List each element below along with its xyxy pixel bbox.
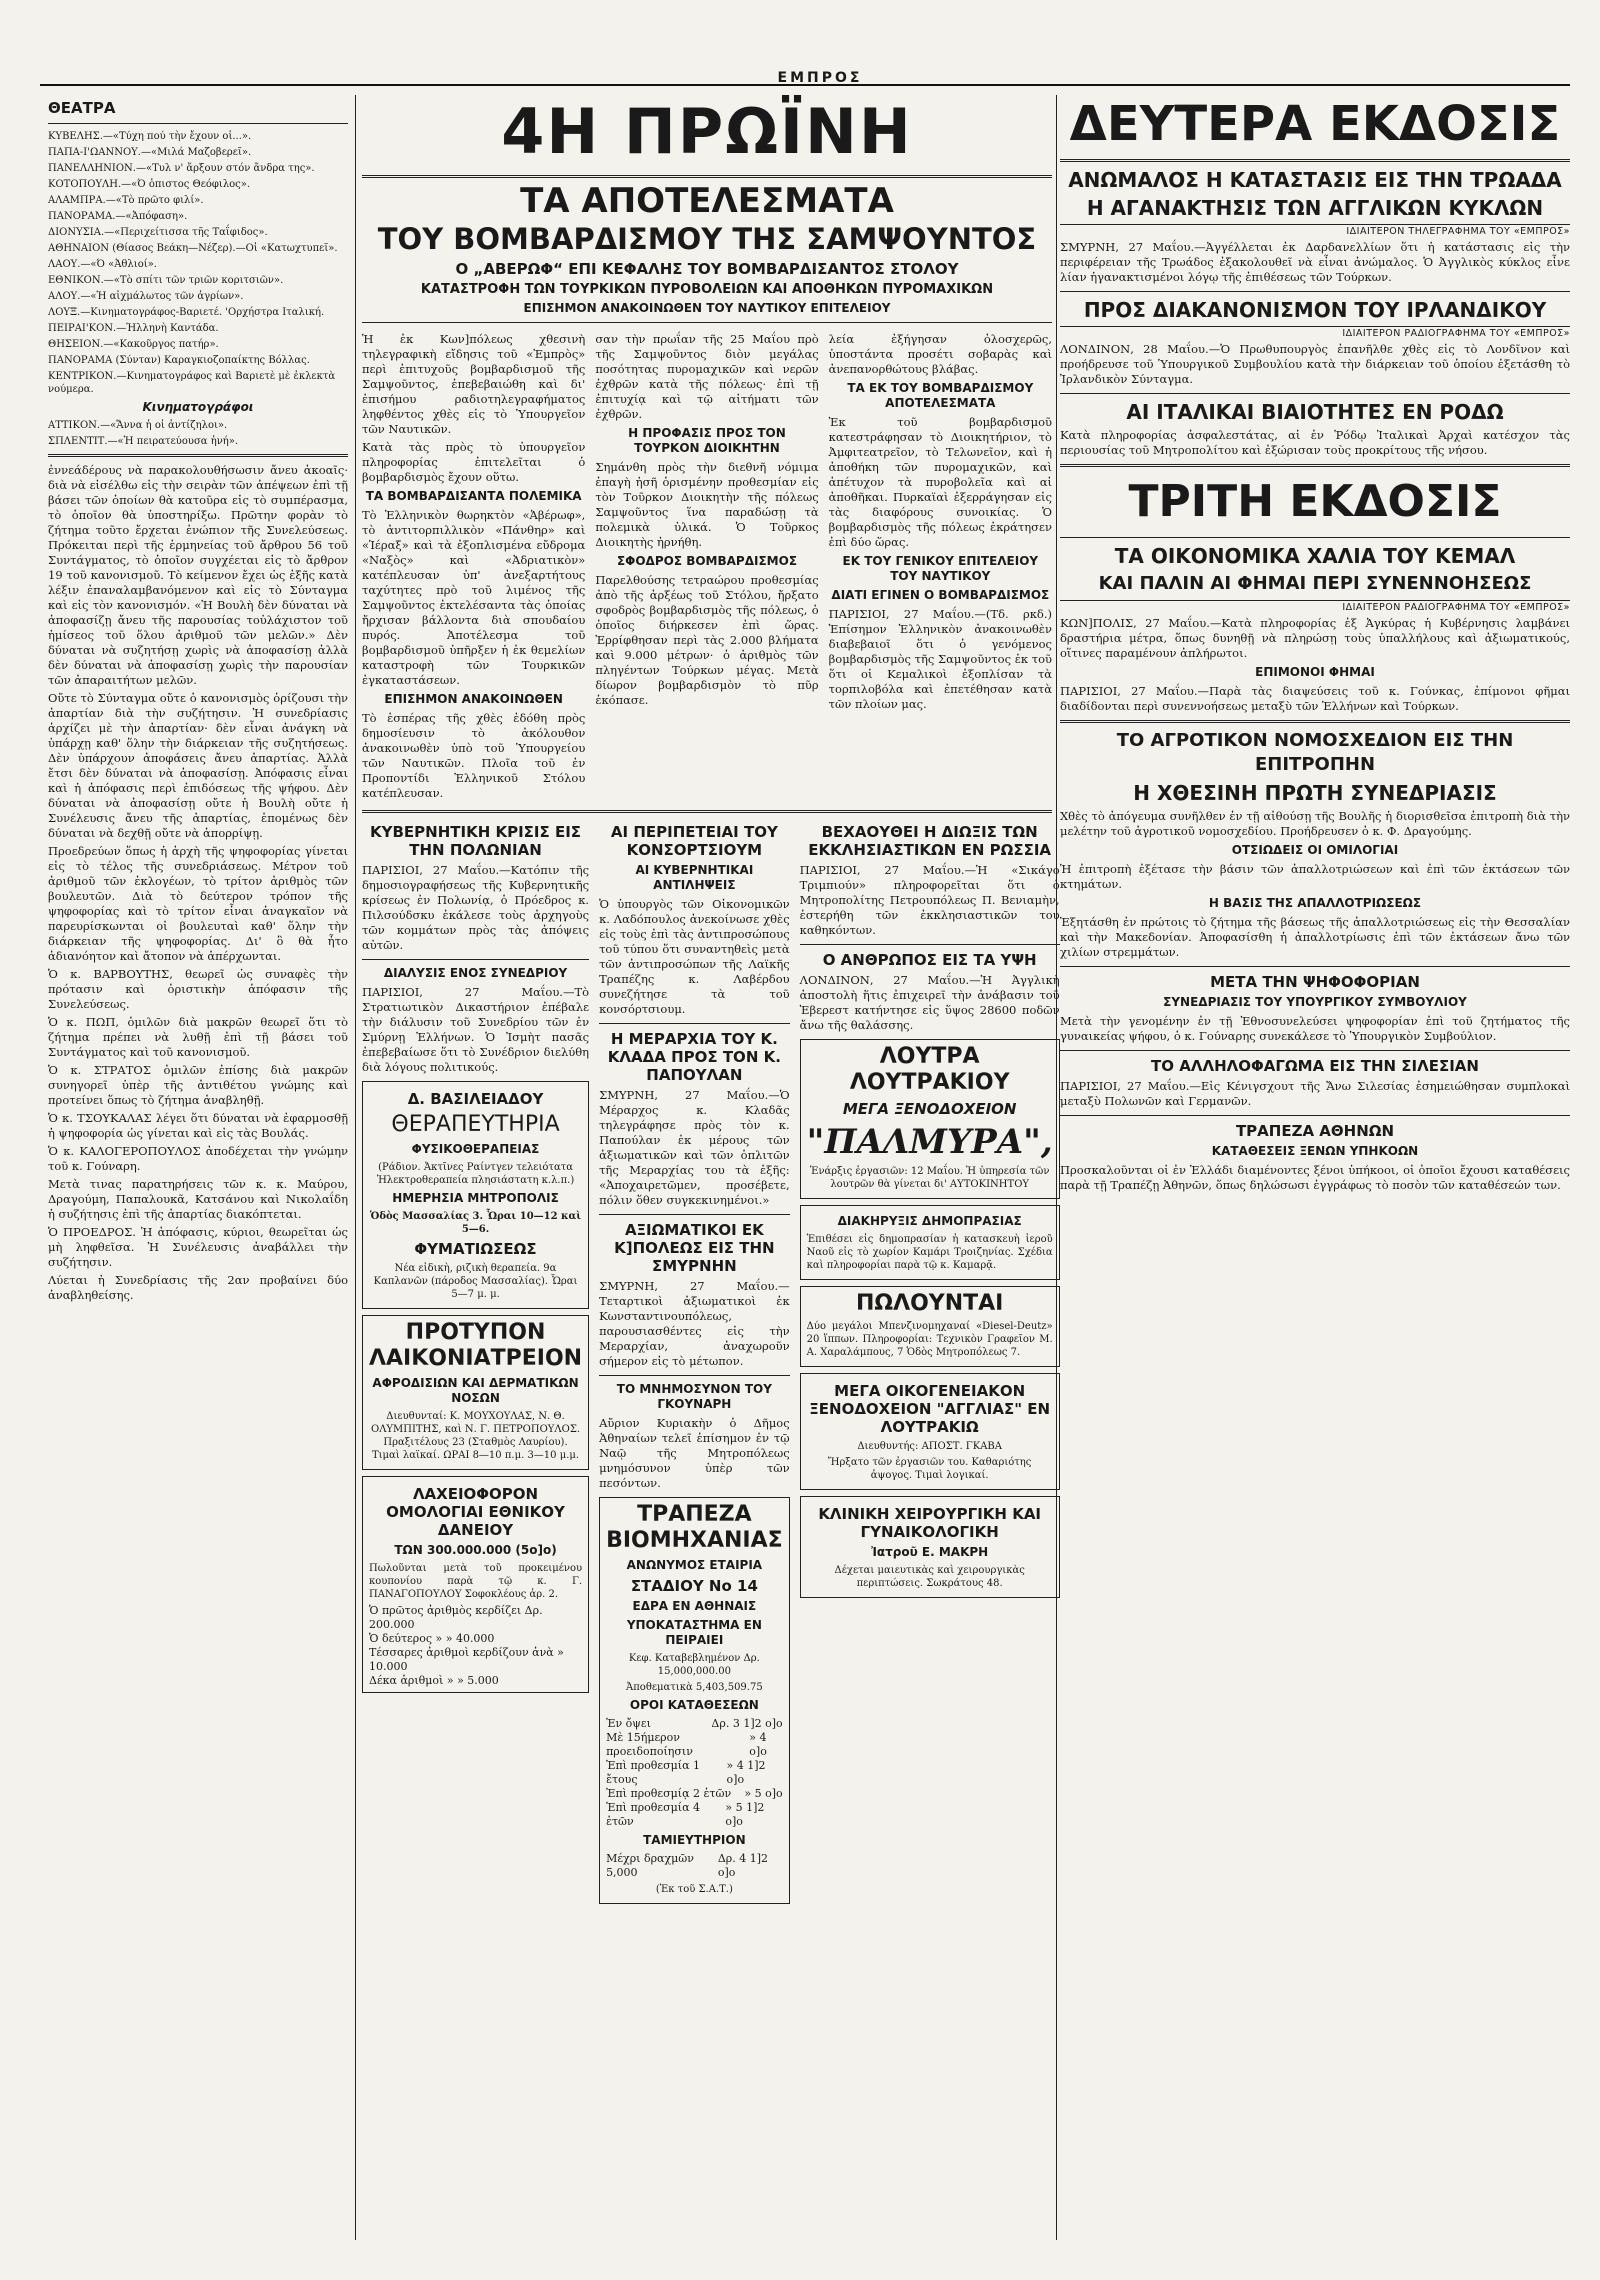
paragraph: ΣΜΥΡΝΗ, 27 Μαΐου.—Τεταρτικοὶ ἀξιωματικοὶ ἐκ Κωνσταντινουπόλεως, παρουσιασθέντες εἰς τὴν Μεραρχίαν, ἀναχωροῦν σήμερον εἰς τὸ μέτωπον. <box>599 1279 790 1368</box>
rate-row <box>606 1801 783 1829</box>
divider <box>1060 1115 1570 1116</box>
section-heading: Η ΒΑΣΙΣ ΤΗΣ ΑΠΑΛΛΟΤΡΙΩΣΕΩΣ <box>1208 896 1422 910</box>
divider <box>599 1023 790 1024</box>
ad-subtitle: ΤΑΜΙΕΥΤΗΡΙΟΝ <box>643 1833 746 1847</box>
ad-text: Ἤρξατο τῶν ἐργασιῶν του. Καθαριότης ἀψογος. Τιμαὶ λογικαί. <box>827 1457 1032 1481</box>
paragraph: Σημάνθη πρὸς τὴν διεθνῆ νόμιμα ἐπαγὴ ἠσῆ ὁρισμένην προθεσμίαν εἰς τὸν Τοῦρκον Διοικητὴν τῆς πόλεως Σαμψοῦντος ἵνα παραδώσῃ τὰ πολεμικὰ ὑλικά. Ὁ Τοῦρκος Διοικητὴς ἠρνήθη. <box>595 460 819 549</box>
article-paragraph: Ὁ ΠΡΟΕΔΡΟΣ. Ἡ ἀπόφασις, κύριοι, θεωρεῖται ὡς μὴ ληφθεῖσα. Ἡ Συνέλευσις ἀναβάλλει τὴν συζήτησιν. <box>48 1225 348 1269</box>
rate-row <box>606 1852 783 1880</box>
article-paragraph: ἐννεάδέρους νὰ παρακολουθήσωσιν ἄνευ ἀκοαῖς· διὰ νὰ εἰσέλθω εἰς τὴν σειρὰν τῶν ἀπέψεων ἐπὶ τῇ βάσει τῶν ὁποίων θὰ κατοῦρα εἰς τὸ συμπέρασμα, τὸ ὁποῖον θὰ ὑποστηρίξω. Πρῶτην φορὰν τὸ ζήτημα τοῦτο ἔρχεται ἐνώπιον τῆς Συνελεύσεως. Πρόκειται περὶ τῆς ἑρμηνείας τοῦ ἄρθρου 56 τοῦ Συντάγματος, τὸ ὁποῖον συγχέεται εἰς τὸ ἄρθρον 19 τοῦ κανονισμοῦ. Τὸ κείμενον ἔχει ὡς ἑξῆς κατὰ λέξιν ἐπαναλαμβανόμενον καὶ εἰς τὸ Σύνταγμα καὶ εἰς τὸν κανονισμόν. «Ἡ Βουλὴ δὲν δύναται νὰ ἀποφασίζῃ ἄνευ τῆς παρουσίας τοὐλάχιστον τοῦ ἡμίσεος τοῦ ὅλου ἀριθμοῦ τῶν μελῶν.» Δὲν δύναται νὰ συζητήσῃ χωρὶς νὰ ἀποφασίσῃ ἀλλὰ δὲν δύναται νὰ ἀποφασίσῃ χωρὶς τὴν παρουσίαν τῶν ἀπαραιτήτων μελῶν. <box>48 463 348 687</box>
paragraph: ΛΟΝΔΙΝΟΝ, 28 Μαΐου.—Ὁ Πρωθυπουργὸς ἐπανῆλθε χθὲς εἰς τὸ Λονδῖνον καὶ προήδρευσε τοῦ Ὑπουργικοῦ Συμβουλίου κατὰ τὴν διάρκειαν τοῦ ὁποίου ἐξετάσθη τὸ Ἰρλανδικὸν Σύνταγμα. <box>1060 342 1570 386</box>
advert-hotel-anglias <box>800 1373 1060 1490</box>
theatra-line: ΘΗΣΕΙΟΝ.—«Κακοῦργος πατήρ». <box>48 339 219 350</box>
ad-text: Δύο μεγάλοι Μπενζινομηχαναί «Diesel-Deutz» 20 ἵππων. Πληροφορίαι: Τεχνικὸν Γραφεῖον Μ. Α. Χαραλάμπους, 7 Ὁδὸς Μητροπόλεως 7. <box>806 1321 1053 1358</box>
ad-text: Κεφ. Καταβεβλημένον Δρ. 15,000,000.00 <box>628 1653 760 1677</box>
section-heading: ΟΤΣΙΩΔΕΙΣ ΟΙ ΟΜΙΛΟΓΙΑΙ <box>1231 843 1399 857</box>
paragraph: Ἐκ τοῦ βομβαρδισμοῦ κατεστράφησαν τὸ Διοικητήριον, τὸ Ἀμφιτεατρεῖον, τὸ Τελωνεῖον, καὶ ἡ ἀποθήκη τῶν πυρομαχικῶν, καὶ ἀπέτυχον τὰ πυροβολεῖα καὶ αἱ ἀποθῆκαι. Πυρκαϊαὶ ἐξερράγησαν εἰς τὰς διαφόρους συνοικίας. Ὁ βομβαρδισμὸς τῆς πόλεως ἐκράτησεν ἐπὶ δύο ὥρας. <box>828 415 1052 549</box>
section-heading: ΕΠΙΣΗΜΟΝ ΑΝΑΚΟΙΝΩΘΕΝ <box>384 692 563 706</box>
ad-text: Ἀποθεματικὰ 5,403,509.75 <box>626 1682 763 1693</box>
lead-story <box>362 329 1052 804</box>
divider <box>362 175 1052 178</box>
paragraph: Τὸ ἑσπέρας τῆς χθὲς ἐδόθη πρὸς δημοσίευσιν τὸ ἀκόλουθον ἀνακοινωθὲν ὑπὸ τοῦ Ὑπουργείου τῶν Ναυτικῶν. Πλοῖα τοῦ ἐν Προποντίδι Ἑλληνικοῦ Στόλου κατέπλευσαν. <box>362 711 586 800</box>
article-title: ΤΑ ΟΙΚΟΝΟΜΙΚΑ ΧΑΛΙΑ ΤΟΥ ΚΕΜΑΛ <box>1114 544 1516 568</box>
section-heading: ΕΚ ΤΟΥ ΓΕΝΙΚΟΥ ΕΠΙΤΕΛΕΙΟΥ ΤΟΥ ΝΑΥΤΙΚΟΥ <box>842 554 1039 583</box>
paragraph: ΠΑΡΙΣΙΟΙ, 27 Μαΐου.—Τὸ Στρατιωτικὸν Δικαστήριον ἐπέβαλε τὴν διάλυσιν τοῦ Συνεδρίου τῶν ἐν Σμύρνῃ Ἑλλήνων. Ὁ Ἰσμὴτ πασᾶς ἐπεβεβαίωσε ὅτι τὸ Συνέδριον διελύθη διὰ λόγους πολιτικούς. <box>362 985 590 1074</box>
divider <box>1060 537 1570 538</box>
theatra-line: ΔΙΟΝΥΣΙΑ.—«Περιχείτισσα τῆς Ταΐφιδος». <box>48 227 268 238</box>
article-title: ΒΕΧΑΟΥΘΕΙ Η ΔΙΩΞΙΣ ΤΩΝ ΕΚΚΛΗΣΙΑΣΤΙΚΩΝ ΕΝ ΡΩΣΣΙΑ <box>808 823 1052 859</box>
lower-column <box>599 819 790 1910</box>
edition-banner: 4Η ΠΡΩΪΝΗ <box>501 95 913 168</box>
ad-subtitle: ΟΡΟΙ ΚΑΤΑΘΕΣΕΩΝ <box>629 1698 759 1712</box>
lead-paragraph: Κατὰ τὰς πρὸς τὸ ὑπουργεῖον πληροφορίας ἐπιτελεῖται ὁ βομβαρδισμὸς ἔχουν οὕτω. <box>362 440 586 484</box>
ad-text: Πωλοῦνται μετὰ τοῦ προκειμένου κουπονίου παρὰ τῷ κ. Γ. ΠΑΝΑΓΟΠΟΥΛΟΥ Σοφοκλέους ἀρ. 2. <box>369 1563 583 1600</box>
theatra-line: ΠΑΝΟΡΑΜΑ.—«Ἀπόφαση». <box>48 211 188 222</box>
article-title: Η ΑΓΑΝΑΚΤΗΣΙΣ ΤΩΝ ΑΓΓΛΙΚΩΝ ΚΥΚΛΩΝ <box>1086 196 1544 220</box>
article-title: ΑΞΙΩΜΑΤΙΚΟΙ ΕΚ Κ]ΠΟΛΕΩΣ ΕΙΣ ΤΗΝ ΣΜΥΡΝΗΝ <box>614 1221 775 1275</box>
ad-source: (Ἐκ τοῦ Σ.Α.Τ.) <box>655 1884 733 1895</box>
ad-title: ΚΛΙΝΙΚΗ ΧΕΙΡΟΥΡΓΙΚΗ ΚΑΙ ΓΥΝΑΙΚΟΛΟΓΙΚΗ <box>818 1505 1042 1541</box>
paragraph: Προσκαλοῦνται οἱ ἐν Ἑλλάδι διαμένοντες ξένοι ὑπήκοοι, οἱ ὁποῖοι ἔχουσι καταθέσεις παρὰ τῇ Τραπέζῃ Ἀθηνῶν, ὅπως δηλώσωσι ἐγγράφως τὸ ποσὸν τῶν καταθέσεών των. <box>1060 1163 1570 1192</box>
advert-clinic <box>362 1315 589 1470</box>
article-paragraph: Ὁ κ. ΒΑΡΒΟΥΤΗΣ, θεωρεῖ ὡς συναφὲς τὴν πρότασιν καὶ ὁριστικὴν ἀπόφασιν τῆς Συνελεύσεως. <box>48 967 348 1011</box>
article-title: ΠΡΟΣ ΔΙΑΚΑΝΟΝΙΣΜΟΝ ΤΟΥ ΙΡΛΑΝΔΙΚΟΥ <box>1083 298 1547 322</box>
divider <box>362 810 1052 813</box>
divider <box>1060 291 1570 292</box>
lower-column <box>800 819 1060 1910</box>
lower-section <box>362 819 1060 1910</box>
rate-value: » 4 ο]ο <box>749 1731 767 1758</box>
paragraph: Χθὲς τὸ ἀπόγευμα συνῆλθεν ἐν τῇ αἰθούσῃ τῆς Βουλῆς ἡ διορισθεῖσα ἐπιτροπὴ διὰ τὴν μελέτην τοῦ ἀγροτικοῦ νομοσχεδίου. Προήδρευσεν ὁ κ. Φ. Δραγούμης. <box>1060 809 1570 838</box>
edition-banner: ΤΡΙΤΗ ΕΚΔΟΣΙΣ <box>1128 476 1502 527</box>
kinema-title: Κινηματογράφοι <box>142 400 254 414</box>
article-title: ΑΙ ΠΕΡΙΠΕΤΕΙΑΙ ΤΟΥ ΚΟΝΣΟΡΤΣΙΟΥΜ <box>610 823 778 859</box>
ad-list-line: Ὁ δεύτερος » » 40.000 <box>369 1632 495 1645</box>
paragraph: Μετὰ τὴν γενομένην ἐν τῇ Ἐθνοσυνελεύσει ψηφοφορίαν ἐπὶ τοῦ ζητήματος τῆς γυναικείας ψήφου, ὁ κ. Γούναρης συνεκάλεσε τὸ Ὑπουργικὸν Συμβούλιον. <box>1060 1014 1570 1043</box>
paragraph: Κατὰ πληροφορίας ἀσφαλεστάτας, αἱ ἐν Ῥόδῳ Ἰταλικαὶ Ἀρχαὶ κατέσχον τὰς περιουσίας τοῦ Μητροπολίτου καὶ ἐξώρισαν τοὺς προκρίτους τῆς νήσου. <box>1060 428 1570 457</box>
divider <box>1060 966 1570 967</box>
article-title: ΜΕΤΑ ΤΗΝ ΨΗΦΟΦΟΡΙΑΝ <box>1210 973 1420 991</box>
ad-title: ΛΟΥΤΡΑ ΛΟΥΤΡΑΚΙΟΥ <box>849 1044 1010 1095</box>
divider <box>48 123 348 124</box>
ad-title: ΘΕΡΑΠΕΥΤΗΡΙΑ <box>391 1112 560 1137</box>
lead-paragraph: Ἡ ἐκ Κων]πόλεως χθεσινὴ τηλεγραφικὴ εἴδησις τοῦ «Ἐμπρὸς» περὶ ἐπιτυχοῦς βομβαρδισμοῦ τῆς Σαμψοῦντος, ἐπεβεβαιώθη καὶ δι' ἐπισήμου ραδιοτηλεγραφήματος ληφθέντος χθὲς εἰς τὸ Ὑπουργεῖον τῶν Ναυτικῶν. <box>362 332 586 436</box>
ad-text: Διευθυνταί: Κ. ΜΟΥΧΟΥΛΑΣ, Ν. Θ. ΟΛΥΜΠΙΤΗΣ, καὶ Ν. Γ. ΠΕΤΡΟΠΟΥΛΟΣ. Πραξιτέλους 23 (Σταθμὸς Λαυρίου). Τιμαὶ λαϊκαί. ΩΡΑΙ 8—10 π.μ. 3—10 μ.μ. <box>371 1411 581 1461</box>
article-title: Η ΜΕΡΑΡΧΙΑ ΤΟΥ Κ. ΚΛΑΔΑ ΠΡΟΣ ΤΟΝ Κ. ΠΑΠΟΥΛΑΝ <box>607 1030 781 1084</box>
theatra-line: ΠΑΝΟΡΑΜΑ (Σύνταν) Καραγκιοζοπαίκτης Βόλλας. <box>48 355 310 366</box>
theatra-line: ΛΟΥΞ.—Κινηματογράφος-Βαριετέ. 'Ορχήστρα Ιταλική. <box>48 307 325 318</box>
rate-row <box>606 1731 783 1759</box>
rate-value: » 4 1]2 ο]ο <box>726 1759 766 1786</box>
article-paragraph: Λύεται ἡ Συνεδρίασις τῆς 2αν προβαίνει δύο ἀναβληθείσης. <box>48 1273 348 1302</box>
paragraph: ΚΩΝ]ΠΟΛΙΣ, 27 Μαΐου.—Κατὰ πληροφορίας ἐξ Ἀγκύρας ἡ Κυβέρνησις λαμβάνει δραστήρια μέτρα, ὅπως δυνηθῇ νὰ πληρώσῃ τοὺς ὑπαλλήλους καὶ ἀξιωματικούς, οἵτινες παραμένουν ἀπλήρωτοι. <box>1060 616 1570 660</box>
advert-physiotherapy <box>362 1081 589 1309</box>
divider <box>362 322 1052 323</box>
ad-list-line: Τέσσαρες ἀριθμοὶ κερδίζουν ἀνὰ » 10.000 <box>369 1646 564 1673</box>
edition-banner: ΔΕΥΤΕΡΑ ΕΚΔΟΣΙΣ <box>1069 96 1561 152</box>
header-rule <box>40 84 1570 86</box>
lead-column <box>829 329 1052 804</box>
article-paragraph: Μετὰ τινας παρατηρήσεις τῶν κ. κ. Μαύρου, Δραγούμη, Παπαλουκᾶ, Κατσάνου καὶ Νικολαΐδη ἡ συζήτησις ἐπὶ τῆς ἀπαρτίας διακόπτεται. <box>48 1177 348 1221</box>
theatra-line: ΚΟΤΟΠΟΥΛΗ.—«Ό ὁπιστος Θεόφιλος». <box>48 179 251 190</box>
article-paragraph: Οὔτε τὸ Σύνταγμα οὔτε ὁ κανονισμὸς ὁρίζουσι τὴν ἀπαρτίαν διὰ τὴν συζήτησιν. Ἡ συνεδρίασις ἀρχίζει μὲ τὴν ἀπαρτίαν· δὲν εἶναι ἀνάγκη νὰ ὑπάρχῃ καθ' ὅλην τὴν διάρκειαν τῆς συζητήσεως. Δὲν ὑπάρχουν ἀποφάσεις ἄνευ ἀπαρτίας. Ἀλλὰ ἔτσι δὲν δύναται νὰ ἀποφασίσῃ. Ἀπόφασις εἶναι καὶ ἡ ἀπόφασις περὶ ἐπιδόσεως τῆς ψήφου. Δὲν δύναται νὰ ἀποφασίσῃ οὔτε ἡ Βουλὴ οὔτε ἡ Συνέλευσις ἄνευ τῆς ἀπαρτίας, ἑπομένως δὲν δύναται νὰ δεχθῇ οὔτε νὰ ἀπορρίψῃ. <box>48 691 348 840</box>
theatra-line: ΠΕΙΡΑΙ'ΚΟΝ.—Ἡλληνὴ Καντάδα. <box>48 323 219 334</box>
lead-column <box>595 329 818 804</box>
article-paragraph: Ὁ κ. ΚΑΛΟΓΕΡΟΠΟΥΛΟΣ ἀποδέχεται τὴν γνώμην τοῦ κ. Γούναρη. <box>48 1144 348 1173</box>
article-title: ΤΡΑΠΕΖΑ ΑΘΗΝΩΝ <box>1235 1122 1395 1140</box>
paragraph: ΛΟΝΔΙΝΟΝ, 27 Μαΐου.—Ἡ Ἀγγλικὴ ἀποστολὴ ἥτις ἐπιχειρεῖ τὴν ἀνάβασιν τοῦ Ἐβερεστ κατήντησε εἰς ὕψος 28600 ποδῶν ἄνω τῆς θαλάσσης. <box>799 973 1060 1032</box>
section-heading: ΤΑ ΕΚ ΤΟΥ ΒΟΜΒΑΡΔΙΣΜΟΥ ΑΠΟΤΕΛΕΣΜΑΤΑ <box>847 381 1034 410</box>
article-title: ΚΑΙ ΠΑΛΙΝ ΑΙ ΦΗΜΑΙ ΠΕΡΙ ΣΥΝΕΝΝΟΗΣΕΩΣ <box>1098 573 1532 594</box>
ad-title: ΠΡΟΤΥΠΟΝ ΛΑΙΚΟΝΙΑΤΡΕΙΟΝ <box>369 1320 583 1371</box>
theatra-title: ΘΕΑΤΡΑ <box>48 99 116 117</box>
column-center <box>362 95 1060 2240</box>
paragraph: Παρελθούσης τετραώρου προθεσμίας ἀπὸ τῆς ἀρξέως τοῦ Στόλου, ἤρξατο σφοδρὸς βομβαρδισμὸς τῆς πόλεως, ὁ ὁποῖος διήρκεσεν ἐπὶ ὥρας. Ἐρρίφθησαν περὶ τὰς 2.000 βλήματα καὶ 9.000 μέτρων· ὁ ἀριθμὸς τῶν πληγέντων Τούρκων μέγας. Μετὰ δίωρον βομβαρδισμὸν τὸ πῦρ ἐκόπασε. <box>595 573 819 707</box>
ad-title: ΜΕΓΑ ΟΙΚΟΓΕΝΕΙΑΚΟΝ ΞΕΝΟΔΟΧΕΙΟΝ "ΑΓΓΛΙΑΣ" ΕΝ ΛΟΥΤΡΑΚΙΩ <box>809 1382 1051 1436</box>
ad-list-line: Ὁ πρῶτος ἀριθμὸς κερδίζει Δρ. 200.000 <box>369 1604 543 1631</box>
kinema-line: ΣΠΛΕΝΤΙΤ.—«Ἡ πειρατεύουσα ἡνή». <box>48 436 239 447</box>
ad-address: ΣΤΑΔΙΟΥ Νο 14 <box>630 1577 758 1595</box>
article-title: Ο ΑΝΘΡΩΠΟΣ ΕΙΣ ΤΑ ΥΨΗ <box>822 951 1037 969</box>
rate-label: Ἐν ὄψει <box>606 1717 651 1730</box>
ad-subtitle: ΥΠΟΚΑΤΑΣΤΗΜΑ ΕΝ ΠΕΙΡΑΙΕΙ <box>626 1618 762 1647</box>
column-right <box>1060 95 1570 2240</box>
advert-lottery-bonds <box>362 1476 589 1693</box>
article-title: ΤΟ ΑΛΛΗΛΟΦΑΓΩΜΑ ΕΙΣ ΤΗΝ ΣΙΛΕΣΙΑΝ <box>1151 1057 1479 1075</box>
lead-column <box>362 329 585 804</box>
article-subtitle: ΚΑΤΑΘΕΣΕΙΣ ΞΕΝΩΝ ΥΠΗΚΟΩΝ <box>1211 1144 1419 1158</box>
lead-paragraph: λεία ἐξήγησαν ὁλοσχερῶς, ὑποστάντα προσέτι σοβαρὰς καὶ ἀνεπανορθώτους βλάβας. <box>828 332 1052 376</box>
advert-bank <box>599 1497 790 1904</box>
divider <box>48 454 348 457</box>
ad-text: Ἐνάρξις ἐργασιῶν: 12 Μαΐου. Ἡ ὑπηρεσία τῶν λουτρῶν θὰ γίνεται δι' ΑΥΤΟΚΙΝΗΤΟΥ <box>809 1166 1050 1190</box>
paragraph: Τὸ Ἑλληνικὸν θωρηκτὸν «Ἀβέρωφ», τὸ ἀντιτορπιλλικὸν «Πάνθηρ» καὶ «Ἱέραξ» καὶ τὰ ἐξοπλισμένα εὔδρομα «Ναξὸς» καὶ «Ἀδριατικὸν» κατέπλευσαν ὑπ' ἀνεξαρτήτους ταχύτητες πρὸ τοῦ λιμένος τῆς Σαμψοῦντος ἐκτελέσαντα τὰς ὁποίας ἤρχισαν βάλλοντα διὰ σπουδαίου πυρός. Ἀποτέλεσμα τοῦ βομβαρδισμοῦ ὑπῆρξεν ἡ ἐκ θεμελίων καταστροφὴ τῶν Τουρκικῶν ἐγκαταστάσεων. <box>362 508 586 687</box>
paragraph: ΠΑΡΙΣΙΟΙ, 27 Μαΐου.—Ἡ «Σικάγο Τριμπιούν» πληροφορεῖται ὅτι ὁ Μητροπολίτης Πετρουπόλεως Π. Βενιαμὴν, ἐστερήθη τῶν ἐκκλησιαστικῶν του καθηκόντων. <box>799 863 1060 937</box>
rate-value: Δρ. 3 1]2 ο]ο <box>711 1717 783 1730</box>
rate-row <box>606 1717 783 1731</box>
paragraph: ΠΑΡΙΣΙΟΙ, 27 Μαΐου.—(Τδ. ρκδ.) Ἐπίσημον Ἑλληνικὸν ἀνακοινωθὲν διαβεβαιοῖ ὅτι ὁ γενόμενος βομβαρδισμὸς τῆς Σαμψοῦντος ἐκ τοῦ ὅτι οἱ Κεμαλικοὶ ἐξοπλίσαν τὰ τορπιλοβόλα καὶ ἐπετέθησαν κατὰ τῶν πλοίων μας. <box>828 607 1052 711</box>
ad-subtitle: ΑΝΩΝΥΜΟΣ ΕΤΑΙΡΙΑ <box>626 1558 763 1572</box>
ad-subtitle: Ἰατροῦ Ε. ΜΑΚΡΗ <box>871 1545 989 1559</box>
paragraph: Ἡ ἐπιτροπὴ ἐξέτασε τὴν βάσιν τῶν ἀπαλλοτριώσεων καὶ ἐπὶ τῶν ἐκτάσεων τῶν κτημάτων. <box>1060 862 1570 891</box>
ad-title: ΤΡΑΠΕΖΑ ΒΙΟΜΗΧΑΝΙΑΣ <box>606 1502 783 1553</box>
article-paragraph: Ὁ κ. ΣΤΡΑΤΟΣ ὁμιλῶν ἐπίσης διὰ μακρῶν συνηγορεῖ ὑπὲρ τῆς ἀντιθέτου γνώμης καὶ προτείνει ὅπως τὸ ζήτημα ἀναβληθῇ. <box>48 1063 348 1107</box>
dateline-kicker: ΙΔΙΑΙΤΕΡΟΝ ΡΑΔΙΟΓΡΑΦΗΜΑ ΤΟΥ «ΕΜΠΡΟΣ» <box>1060 326 1570 339</box>
article-title: ΚΥΒΕΡΝΗΤΙΚΗ ΚΡΙΣΙΣ ΕΙΣ ΤΗΝ ΠΟΛΩΝΙΑΝ <box>370 823 582 859</box>
ad-subtitle: ΦΥΜΑΤΙΩΣΕΩΣ <box>414 1240 537 1258</box>
divider <box>599 1375 790 1376</box>
kinema-line: ΑΤΤΙΚΟΝ.—«Ἄννα ἡ οἱ ἀντίζηλοι». <box>48 420 228 431</box>
theatra-line: ΠΑΠΑ-Ι'ΩΑΝΝΟΥ.—«Μιλά Μαζοβερεῖ». <box>48 147 252 158</box>
dateline-kicker: ΙΔΙΑΙΤΕΡΟΝ ΡΑΔΙΟΓΡΑΦΗΜΑ ΤΟΥ «ΕΜΠΡΟΣ» <box>1060 600 1570 613</box>
paragraph: Αὔριον Κυριακὴν ὁ Δῆμος Ἀθηναίων τελεῖ ἐπίσημον ἐν τῷ Ναῷ τῆς Μητροπόλεως μνημόσυνον ὑπὲρ τῶν πεσόντων. <box>599 1416 790 1490</box>
ad-subtitle: ΑΦΡΟΔΙΣΙΩΝ ΚΑΙ ΔΕΡΜΑΤΙΚΩΝ ΝΟΣΩΝ <box>372 1376 579 1405</box>
advert-for-sale <box>800 1286 1060 1367</box>
article-title: ΤΟ ΜΝΗΜΟΣΥΝΟΝ ΤΟΥ ΓΚΟΥΝΑΡΗ <box>616 1382 772 1411</box>
section-heading: Η ΠΡΟΦΑΣΙΣ ΠΡΟΣ ΤΟΝ ΤΟΥΡΚΟΝ ΔΙΟΙΚΗΤΗΝ <box>628 426 786 455</box>
theatra-line: ΛΑΟΥ.—«Ό «Ἀθλιοί». <box>48 259 157 270</box>
rate-label: Ἐπὶ προθεσμίᾳ 2 ἐτῶν <box>606 1787 732 1800</box>
theatra-line: ΚΥΒΕΛΗΣ.—«Τύχη πού τὴν ἔχουν οἱ...». <box>48 131 252 142</box>
section-heading: ΕΠΙΜΟΝΟΙ ΦΗΜΑΙ <box>1255 665 1375 679</box>
ad-text: Ἐπιθέσει εἰς δημοπρασίαν ἡ κατασκευὴ ἱεροῦ Ναοῦ εἰς τὸ χωρίον Καμάρι Τροιζηνίας. Σχέδια καὶ πληροφορίαι παρὰ τῷ κ. Καμαρᾷ. <box>806 1234 1053 1271</box>
column-left <box>48 95 348 2240</box>
theatra-line: ΕΘΝΙΚΟΝ.—«Τὸ σπίτι τῶν τριῶν κοριτσιῶν». <box>48 275 284 286</box>
lower-column <box>362 819 589 1910</box>
paragraph: ΠΑΡΙΣΙΟΙ, 27 Μαΐου.—Κατόπιν τῆς δημοσιογραφήσεως τῆς Κυβερνητικῆς κρίσεως ἐν Πολωνίᾳ, ὁ Πρόεδρος κ. Πιλσούδσκυ ἐκάλεσε τοὺς ἀρχηγοὺς τῶν κομμάτων πρὸς τὰς ἀπόψεις αὐτῶν. <box>362 863 590 952</box>
divider <box>1060 720 1570 723</box>
section-heading: ΔΙΑΤΙ ΕΓΙΝΕΝ Ο ΒΟΜΒΑΡΔΙΣΜΟΣ <box>831 588 1050 602</box>
theatra-line: ΑΘΗΝΑΙΟΝ (Θίασος Βεάκη—Νέζερ).—Οἱ «Κατωχτυπεῖ». <box>48 243 338 254</box>
ad-heading: Δ. ΒΑΣΙΛΕΙΑΔΟΥ <box>407 1090 544 1108</box>
ad-list-line: Δέκα ἀριθμοὶ » » 5.000 <box>369 1674 499 1687</box>
rate-value: Δρ. 4 1]2 ο]ο <box>717 1852 769 1879</box>
column-rule <box>355 95 356 2240</box>
divider <box>1060 393 1570 394</box>
rate-label: Ἐπὶ προθεσμία 1 ἔτους <box>606 1759 701 1786</box>
dateline-kicker: ΙΔΙΑΙΤΕΡΟΝ ΤΗΛΕΓΡΑΦΗΜΑ ΤΟΥ «ΕΜΠΡΟΣ» <box>1060 224 1570 237</box>
advert-auction <box>800 1205 1060 1280</box>
ad-title: ΠΩΛΟΥΝΤΑΙ <box>855 1291 1004 1316</box>
paragraph: Ἐξητάσθη ἐν πρώτοις τὸ ζήτημα τῆς βάσεως τῆς ἀπαλλοτριώσεως εἰς τὴν Θεσσαλίαν καὶ τὴν Μακεδονίαν. Ἀποφασίσθη ἡ ἀπαλλοτρίωσις ἐπὶ τῶν ἐκτάσεων ἄνω τῶν χιλίων στρεμμάτων. <box>1060 915 1570 959</box>
theatra-line: ΠΑΝΕΛΛΗΝΙΟΝ.—«Τυλ ν' ἄρξουν στόν ἄνδρα της». <box>48 163 315 174</box>
divider <box>1060 159 1570 162</box>
article-paragraph: Προεδρεύων ὅπως ἡ ἀρχὴ τῆς ψηφοφορίας γίνεται εἰς τὸ τέλος τῆς συνεδριάσεως. Μέτρον τοῦ ἀριθμοῦ τῶν ἐκλογέων, τὸ τρίτον ἀριθμὸς τῶν βουλευτῶν. Διὰ τὸ δεύτερον τρόπον τῆς ψηφοφορίας καὶ τὸ τρίτον εἶναι ἀναγκαῖον νὰ παρευρίσκωνται οἱ βουλευταὶ καθ' ὅλην τὴν διάρκειαν τῆς ψηφοφορίας. Δι' ὃ θὰ ἦτο ἀδιανόητον καὶ ἄτοπον νὰ ἀπέρχωνται. <box>48 844 348 963</box>
main-headline: ΤΑ ΑΠΟΤΕΛΕΣΜΑΤΑ <box>520 181 894 221</box>
article-title: ΑΝΩΜΑΛΟΣ Η ΚΑΤΑΣΤΑΣΙΣ ΕΙΣ ΤΗΝ ΤΡΩΑΔΑ <box>1068 168 1562 192</box>
divider <box>362 959 589 960</box>
article-paragraph: Ὁ κ. ΠΩΠ, ὁμιλῶν διὰ μακρῶν θεωρεῖ ὅτι τὸ ζήτημα πρέπει νὰ λυθῇ ἐπὶ τῇ βάσει τοῦ Συντάγματος καὶ τοῦ κανονισμοῦ. <box>48 1015 348 1059</box>
advert-loutraki <box>800 1039 1060 1199</box>
paragraph: ΣΜΥΡΝΗ, 27 Μαΐου.—Ἀγγέλλεται ἐκ Δαρδανελλίων ὅτι ἡ κατάστασις εἰς τὴν περιφέρειαν τῆς Τρωάδος ἐξακολουθεῖ νὰ εἶναι ἀνώμαλος. Ὁ Ἀγγλικὸς κύκλος εἶνε λίαν ἠγανακτισμένοι λόγῳ τῆς ἐπιθέσεως τῶν Τούρκων. <box>1060 240 1570 284</box>
subhead: Ο „ΑΒΕΡΩΦ“ ΕΠΙ ΚΕΦΑΛΗΣ ΤΟΥ ΒΟΜΒΑΡΔΙΣΑΝΤΟΣ ΣΤΟΛΟΥ <box>455 260 959 278</box>
rate-value: » 5 ο]ο <box>744 1787 783 1800</box>
paragraph: Ὁ ὑπουργὸς τῶν Οἰκονομικῶν κ. Λαδόπουλος ἀνεκοίνωσε χθὲς εἰς τοὺς ἐπὶ τὰς ἀντιπροσώπους τοῦ τύπου ὅτι συναντηθεὶς μετὰ τῶν ἀντιπροσώπων τῆς Λαϊκῆς Τραπέζης κ. Λαβέρδου συνεζήτησε τὰ τοῦ κονσόρτσιουμ. <box>599 897 790 1016</box>
ad-title: ΔΙΑΚΗΡΥΞΙΣ ΔΗΜΟΠΡΑΣΙΑΣ <box>837 1214 1022 1228</box>
ad-subtitle: ΕΔΡΑ ΕΝ ΑΘΗΝΑΙΣ <box>632 1599 757 1613</box>
paragraph: ΠΑΡΙΣΙΟΙ, 27 Μαΐου.—Παρὰ τὰς διαψεύσεις τοῦ κ. Γούνκας, ἐπίμονοι φῆμαι διαδίδονται περὶ συνεννοήσεως μεταξὺ τῶν Ἑλλήνων καὶ Τούρκων. <box>1060 684 1570 713</box>
masthead: ΕΜΠΡΟΣ <box>777 70 863 86</box>
theatra-line: ΑΛΟΥ.—«Ἡ αἰχμάλωτος τῶν ἀγρίων». <box>48 291 244 302</box>
ad-subtitle: ΤΩΝ 300.000.000 (5ο]ο) <box>394 1543 557 1557</box>
divider <box>800 944 1060 945</box>
ad-hotel-name: "ΠΑΛΜΥΡΑ", <box>806 1122 1053 1162</box>
theatra-line: ΑΛΑΜΠΡΑ.—«Τὸ πρῶτο φιλί». <box>48 195 204 206</box>
theatra-line: ΚΕΝΤΡΙΚΟΝ.—Κινηματογράφος καὶ Βαριετὲ μὲ ἐκλεκτὰ νούμερα. <box>48 371 336 395</box>
article-title: ΑΙ ΙΤΑΛΙΚΑΙ ΒΙΑΙΟΤΗΤΕΣ ΕΝ ΡΟΔΩ <box>1126 400 1504 424</box>
ad-subtitle: ΗΜΕΡΗΣΙΑ ΜΗΤΡΟΠΟΛΙΣ <box>392 1191 559 1205</box>
ad-subtitle: ΜΕΓΑ ΞΕΝΟΔΟΧΕΙΟΝ <box>842 1100 1017 1118</box>
section-heading: ΣΦΟΔΡΟΣ ΒΟΜΒΑΡΔΙΣΜΟΣ <box>616 554 798 568</box>
ad-text: (Ράδιον. Ἀκτῖνες Ραίντγεν τελειότατα Ἠλεκτροθεραπεία πλησιάστατη κ.λ.π.) <box>376 1162 575 1186</box>
rate-label: Μέχρι δραχμῶν 5,000 <box>606 1852 694 1879</box>
ad-address: Ὁδὸς Μασσαλίας 3. Ὧραι 10—12 καὶ 5—6. <box>369 1211 582 1235</box>
article-subtitle: ΑΙ ΚΥΒΕΡΝΗΤΙΚΑΙ ΑΝΤΙΛΗΨΕΙΣ <box>635 863 754 892</box>
article-title: ΤΟ ΑΓΡΟΤΙΚΟΝ ΝΟΜΟΣΧΕΔΙΟΝ ΕΙΣ ΤΗΝ ΕΠΙΤΡΟΠΗΝ <box>1116 730 1514 775</box>
advert-surgical-clinic <box>800 1496 1060 1598</box>
article-paragraph: Ὁ κ. ΤΣΟΥΚΑΛΑΣ λέγει ὅτι δύναται νὰ ἐφαρμοσθῇ ἡ ψηφοφορία ὡς γίνεται καὶ εἰς τὰς Βουλάς. <box>48 1111 348 1140</box>
ad-subtitle: ΦΥΣΙΚΟΘΕΡΑΠΕΙΑΣ <box>411 1142 540 1156</box>
rate-label: Ἐπὶ προθεσμία 4 ἐτῶν <box>606 1801 701 1828</box>
ad-text: Νέα εἰδικὴ, ριζικὴ θεραπεία. 9α Καπλανῶν (πάροδος Μασσαλίας). Ὧραι 5—7 μ. μ. <box>373 1263 578 1300</box>
paragraph: ΣΜΥΡΝΗ, 27 Μαΐου.—Ὁ Μέραρχος κ. Κλαδᾶς τηλεγράφησε πρὸς τὸν κ. Παπούλαν ἐκ μέρους τῶν ἀξιωματικῶν καὶ τῶν ὁπλιτῶν τῆς Μεραρχίας του τὰ ἑξῆς: «Ἀποχαιρετῶμεν, προσέβετε, πόλιν ὅθεν συγκεκινημένοι.» <box>599 1088 790 1207</box>
subhead: ΚΑΤΑΣΤΡΟΦΗ ΤΩΝ ΤΟΥΡΚΙΚΩΝ ΠΥΡΟΒΟΛΕΙΩΝ ΚΑΙ ΑΠΟΘΗΚΩΝ ΠΥΡΟΜΑΧΙΚΩΝ <box>420 282 994 297</box>
divider <box>1060 464 1570 467</box>
subhead: ΕΠΙΣΗΜΟΝ ΑΝΑΚΟΙΝΩΘΕΝ ΤΟΥ ΝΑΥΤΙΚΟΥ ΕΠΙΤΕΛΕΙΟΥ <box>523 301 891 315</box>
main-headline-2: ΤΟΥ ΒΟΜΒΑΡΔΙΣΜΟΥ ΤΗΣ ΣΑΜΨΟΥΝΤΟΣ <box>377 222 1037 256</box>
rate-row <box>606 1759 783 1787</box>
divider <box>599 1214 790 1215</box>
ad-title: ΛΑΧΕΙΟΦΟΡΟΝ ΟΜΟΛΟΓΙΑΙ ΕΘΝΙΚΟΥ ΔΑΝΕΙΟΥ <box>386 1485 565 1539</box>
article-title: Η ΧΘΕΣΙΝΗ ΠΡΩΤΗ ΣΥΝΕΔΡΙΑΣΙΣ <box>1133 781 1497 805</box>
ad-text: Διευθυντής: ΑΠΟΣΤ. ΓΚΑΒΑ <box>857 1441 1003 1452</box>
article-subtitle: ΣΥΝΕΔΡΙΑΣΙΣ ΤΟΥ ΥΠΟΥΡΓΙΚΟΥ ΣΥΜΒΟΥΛΙΟΥ <box>1163 995 1467 1009</box>
paragraph: ΠΑΡΙΣΙΟΙ, 27 Μαΐου.—Εἰς Κένιγσχουτ τῆς Ἄνω Σιλεσίας ἐσημειώθησαν συμπλοκαὶ μεταξὺ Πολωνῶν καὶ Γερμανῶν. <box>1060 1079 1570 1108</box>
rate-row <box>606 1787 783 1801</box>
rate-label: Μὲ 15ήμερον προειδοποίησιν <box>606 1731 693 1758</box>
lead-paragraph: σαν τὴν πρωΐαν τῆς 25 Μαΐου πρὸ τῆς Σαμψοῦντος διὸν μεγάλας ποσότητας πυρομαχικῶν καὶ νερῶν ἐχθρῶν κατὰ τῆς πόλεως· ἐπὶ τῇ ἐπιτυχίᾳ καὶ τῷ αἰτήματι τῶν ἐχθρῶν. <box>595 332 819 421</box>
article-title: ΔΙΑΛΥΣΙΣ ΕΝΟΣ ΣΥΝΕΔΡΙΟΥ <box>383 966 568 980</box>
rate-value: » 5 1]2 ο]ο <box>725 1801 765 1828</box>
divider <box>1060 1050 1570 1051</box>
ad-text: Δέχεται μαιευτικὰς καὶ χειρουργικὰς περιπτώσεις. Σωκράτους 48. <box>834 1565 1025 1589</box>
section-heading: ΤΑ ΒΟΜΒΑΡΔΙΣΑΝΤΑ ΠΟΛΕΜΙΚΑ <box>365 489 582 503</box>
